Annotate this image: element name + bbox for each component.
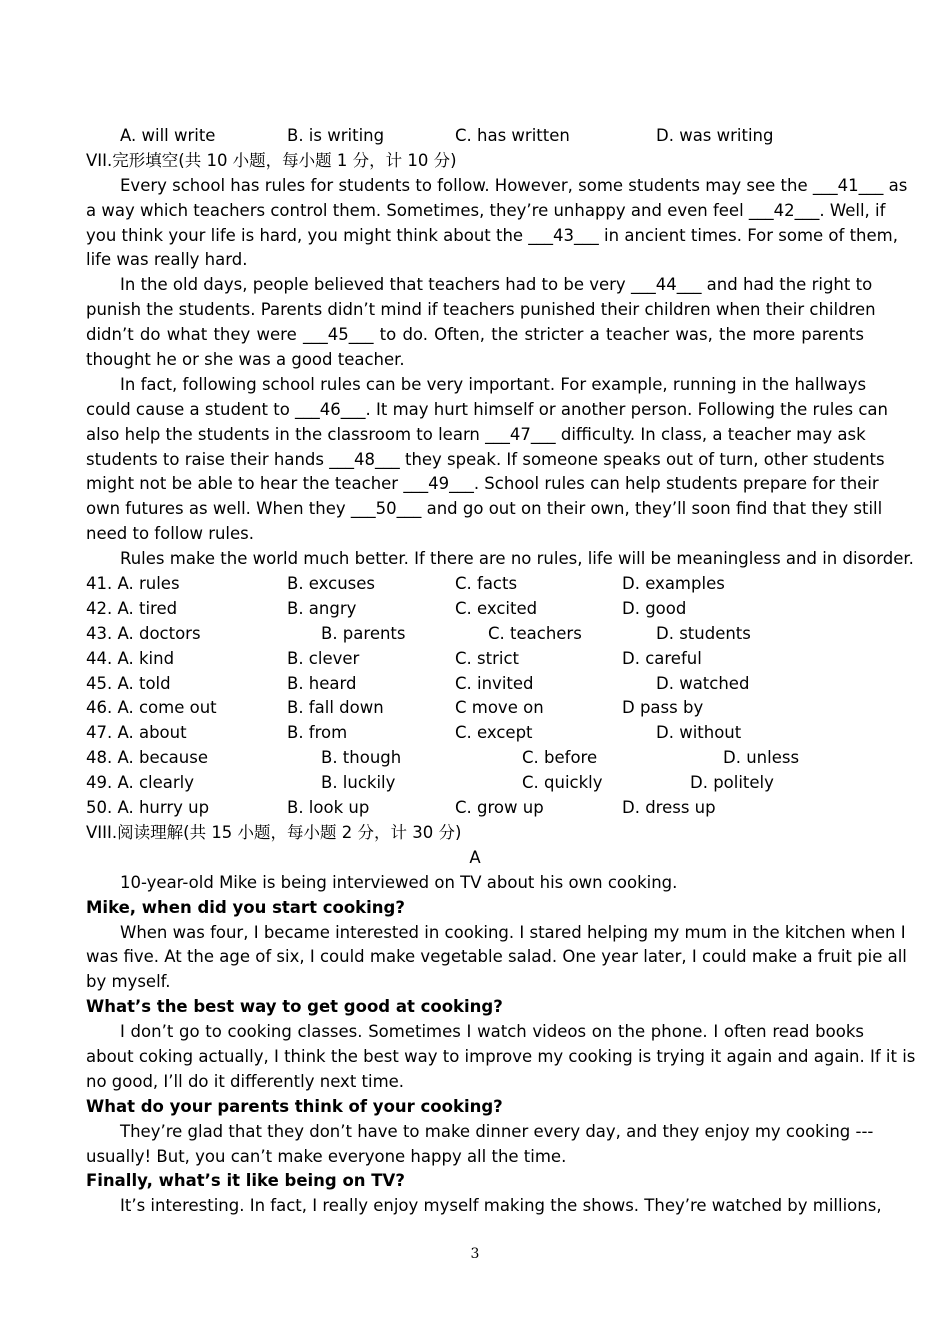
question-row: [86, 746, 864, 771]
question-option: C. excited: [455, 598, 538, 618]
question-option: D. students: [656, 623, 751, 643]
question-option: C. teachers: [488, 623, 582, 643]
text-line: thought he or she was a good teacher.: [86, 350, 405, 370]
text-line: about coking actually, I think the best way to improve my cooking is trying it again and again. If it is: [86, 1046, 916, 1066]
question-option: 50. A. hurry up: [86, 798, 210, 818]
text-line: didn’t do what they were ___45___ to do. Often, the stricter a teacher was, the more parents: [86, 325, 864, 345]
question-option: 43. A. doctors: [86, 623, 201, 643]
interview-question: What’s the best way to get good at cooking?: [86, 997, 503, 1017]
section-8-heading: VIII.阅读理解(共 15 小题，每小题 2 分，计 30 分): [86, 822, 462, 842]
text-line: life was really hard.: [86, 250, 248, 270]
text-line: Every school has rules for students to follow. However, some students may see the ___41___ as: [120, 175, 908, 195]
question-row: [86, 672, 864, 697]
question-option: C. grow up: [455, 798, 544, 818]
interview-question: What do your parents think of your cooking?: [86, 1096, 503, 1116]
text-line: In the old days, people believed that teachers had to be very ___44___ and had the right to: [120, 275, 873, 295]
question-option: C. invited: [455, 673, 534, 693]
question-option: B. look up: [287, 798, 370, 818]
question-option: D. examples: [622, 574, 725, 594]
cloze-paragraph-2: [86, 273, 876, 373]
text-line: could cause a student to ___46___. It may hurt himself or another person. Following the rules can: [86, 399, 888, 419]
text-line: no good, I’ll do it differently next time.: [86, 1071, 405, 1091]
text-line: It’s interesting. In fact, I really enjoy myself making the shows. They’re watched by millions,: [120, 1196, 882, 1216]
cloze-paragraph-3: [86, 373, 888, 547]
text-line: students to raise their hands ___48___ they speak. If someone speaks out of turn, other students: [86, 449, 885, 469]
text-line: was five. At the age of six, I could make vegetable salad. One year later, I could make a fruit pie all: [86, 947, 907, 967]
question-option: C. facts: [455, 574, 518, 594]
text-line: also help the students in the classroom to learn ___47___ difficulty. In class, a teacher may ask: [86, 424, 866, 444]
text-line: own futures as well. When they ___50___ and go out on their own, they’ll soon find that they still: [86, 499, 883, 519]
question-row: [86, 696, 864, 721]
question-option: 48. A. because: [86, 748, 208, 768]
document-page: [86, 124, 916, 1219]
question-row: [86, 647, 864, 672]
text-line: I don’t go to cooking classes. Sometimes I watch videos on the phone. I often read books: [120, 1022, 864, 1042]
text-line: by myself.: [86, 972, 171, 992]
question-row: [86, 796, 864, 821]
question-option: B. from: [287, 723, 348, 743]
option-c: C. has written: [455, 126, 570, 145]
text-line: They’re glad that they don’t have to make dinner every day, and they enjoy my cooking ---: [120, 1121, 874, 1141]
text-line: you think your life is hard, you might think about the ___43___ in ancient times. For some of them,: [86, 225, 898, 245]
interview-question: Mike, when did you start cooking?: [86, 897, 405, 917]
question-option: C. except: [455, 723, 533, 743]
cloze-questions: [86, 572, 864, 821]
text-line: need to follow rules.: [86, 524, 255, 544]
question-option: C. before: [522, 748, 598, 768]
question-option: 42. A. tired: [86, 598, 178, 618]
text-line: When was four, I became interested in cooking. I stared helping my mum in the kitchen when I: [120, 922, 906, 942]
question-row: [86, 721, 864, 746]
question-option: B. clever: [287, 648, 360, 668]
question-option: 41. A. rules: [86, 574, 180, 594]
text-line: might not be able to hear the teacher ___49___. School rules can help students prepare for their: [86, 474, 879, 494]
cloze-paragraph-4: Rules make the world much better. If there are no rules, life will be meaningless and in disorder.: [120, 549, 914, 569]
question-option: C. strict: [455, 648, 519, 668]
page-number: 3: [470, 1246, 480, 1262]
question-option: B. luckily: [321, 773, 396, 793]
question-option: 44. A. kind: [86, 648, 175, 668]
section-7-heading: VII.完形填空(共 10 小题，每小题 1 分，计 10 分): [86, 150, 457, 170]
question-option: B. though: [321, 748, 402, 768]
question-option: B. fall down: [287, 698, 384, 718]
question-option: C move on: [455, 698, 544, 718]
question-option: D. politely: [690, 773, 774, 793]
option-d: D. was writing: [656, 126, 774, 145]
q40-options: [86, 124, 864, 149]
question-option: B. heard: [287, 673, 357, 693]
text-line: usually! But, you can’t make everyone happy all the time.: [86, 1146, 567, 1166]
text-line: a way which teachers control them. Sometimes, they’re unhappy and even feel ___42___. Well, if: [86, 200, 886, 220]
question-row: [86, 572, 864, 597]
question-row: [86, 597, 864, 622]
question-option: 49. A. clearly: [86, 773, 195, 793]
question-option: 45. A. told: [86, 673, 171, 693]
question-option: C. quickly: [522, 773, 603, 793]
text-line: punish the students. Parents didn’t mind if teachers punished their children when their children: [86, 300, 876, 320]
passage-intro: 10-year-old Mike is being interviewed on TV about his own cooking.: [120, 872, 678, 892]
question-row: [86, 771, 864, 796]
option-a: A. will write: [120, 126, 216, 145]
question-option: D. dress up: [622, 798, 716, 818]
question-option: D. unless: [723, 748, 800, 768]
interview-question: Finally, what’s it like being on TV?: [86, 1171, 405, 1191]
question-option: 47. A. about: [86, 723, 187, 743]
question-option: 46. A. come out: [86, 698, 217, 718]
cloze-paragraph-1: [86, 174, 908, 274]
question-option: B. excuses: [287, 574, 376, 594]
text-line: In fact, following school rules can be very important. For example, running in the hallways: [120, 374, 867, 394]
question-option: D pass by: [622, 698, 704, 718]
question-row: [86, 622, 864, 647]
option-b: B. is writing: [287, 126, 385, 145]
question-option: D. careful: [622, 648, 702, 668]
question-option: D. watched: [656, 673, 750, 693]
question-option: D. good: [622, 598, 687, 618]
question-option: D. without: [656, 723, 742, 743]
question-option: B. parents: [321, 623, 406, 643]
question-option: B. angry: [287, 598, 357, 618]
passage-label: A: [469, 847, 481, 867]
